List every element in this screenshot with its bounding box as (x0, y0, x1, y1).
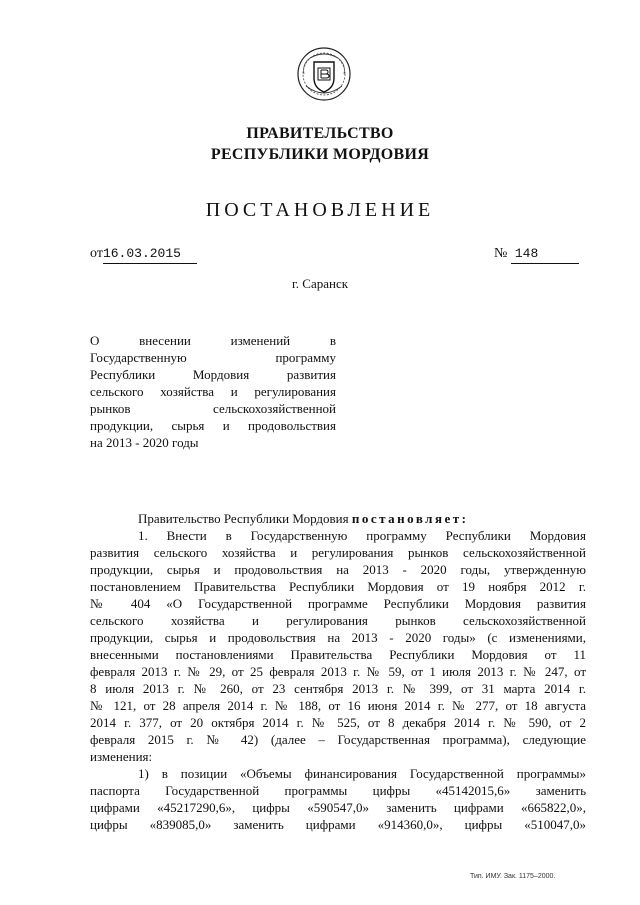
item-line: паспорта Государственной программы цифры «45142015,6» заменить (90, 783, 586, 798)
government-title-line1: ПРАВИТЕЛЬСТВО (246, 125, 394, 142)
intro-emphasis: постановляет: (351, 511, 469, 526)
paragraph-line: развития сельского хозяйства и регулирования рынков сельскохозяйственной (90, 545, 586, 560)
paragraph-line: сельского хозяйства и регулирования рынков сельскохозяйственной (90, 613, 586, 628)
print-info: Тип. ИМУ. Зак. 1175–2000. (470, 873, 556, 880)
subject-line: на 2013 - 2020 годы (90, 435, 199, 450)
number-value: 148 (514, 246, 539, 261)
subject-line: рынков сельскохозяйственной (90, 401, 336, 416)
decree-body (90, 510, 586, 833)
paragraph-line: 2014 г. 377, от 20 октября 2014 г. № 525, от 8 декабря 2014 г. № 590, от 2 (90, 715, 586, 730)
item-line: цифрами «45217290,6», цифры «590547,0» заменить цифрами «665822,0», (90, 800, 586, 815)
intro-text: Правительство Республики Мордовия (138, 511, 349, 526)
document-type-heading: ПОСТАНОВЛЕНИЕ (205, 199, 435, 221)
coat-of-arms-emblem-icon (296, 46, 352, 102)
government-title-line2: РЕСПУБЛИКИ МОРДОВИЯ (210, 146, 430, 163)
city-name: г. Саранск (291, 276, 349, 291)
intro-line (90, 510, 586, 527)
date-value: 16.03.2015 (102, 246, 181, 261)
paragraph-line: 8 июля 2013 г. № 260, от 23 сентября 2013 г. № 399, от 31 марта 2014 г. (90, 681, 586, 696)
decree-number (494, 245, 579, 264)
date-prefix: от (90, 246, 103, 261)
date-field (103, 245, 197, 264)
subject-line: сельского хозяйства и регулирования (90, 384, 336, 399)
paragraph-line: продукции, сырья и продовольствия на 2013 - 2020 годы, утвержденную (90, 562, 586, 577)
paragraph-line: 1. Внести в Государственную программу Республики Мордовия (138, 528, 586, 543)
paragraph-line: № 404 «О Государственной программе Республики Мордовия развития (90, 596, 586, 611)
paragraph-line: изменения: (90, 749, 153, 764)
decree-date (90, 245, 197, 264)
paragraph-line: постановлением Правительства Республики Мордовия от 19 ноября 2012 г. (90, 579, 586, 594)
number-prefix: № (494, 246, 508, 261)
paragraph-line: февраля 2015 г. № 42) (далее – Государственная программа), следующие (90, 732, 586, 747)
subject-line: О внесении изменений в (90, 333, 336, 348)
paragraph-line: № 121, от 28 апреля 2014 г. № 188, от 16 июня 2014 г. № 277, от 18 августа (90, 698, 586, 713)
subject-line: Республики Мордовия развития (90, 367, 336, 382)
paragraph-line: февраля 2013 г. № 29, от 25 февраля 2013 г. № 59, от 1 июля 2013 г. № 247, от (90, 664, 586, 679)
paragraph-line: продукции, сырья и продовольствия на 2013 - 2020 годы» (с изменениями, (90, 630, 586, 645)
number-field (511, 245, 579, 264)
subject-line: Государственную программу (90, 350, 336, 365)
item-line: 1) в позиции «Объемы финансирования Государственной программы» (138, 766, 586, 781)
decree-subject (90, 332, 336, 451)
paragraph-line: внесенными постановлениями Правительства Республики Мордовия от 11 (90, 647, 586, 662)
subject-line: продукции, сырья и продовольствия (90, 418, 336, 433)
item-line: цифры «839085,0» заменить цифрами «914360,0», цифры «510047,0» (90, 817, 586, 832)
